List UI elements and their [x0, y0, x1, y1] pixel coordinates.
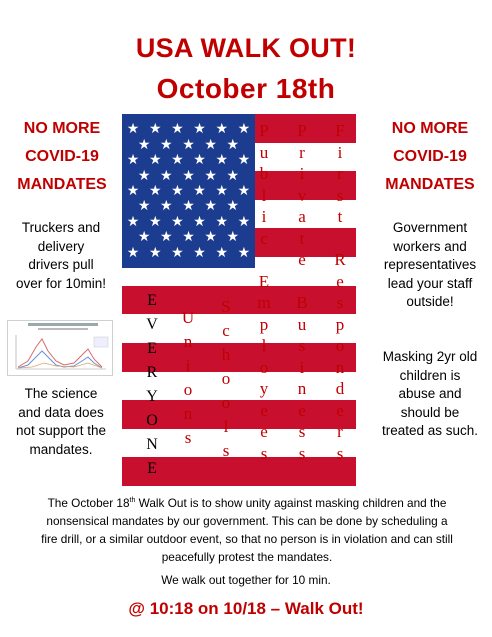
flag-column-letter: b	[259, 164, 269, 183]
truckers-line: drivers pull	[28, 257, 94, 272]
flag-star-icon: ★	[204, 167, 217, 184]
flag-column-schools	[216, 295, 236, 463]
truckers-line: Truckers and	[21, 220, 101, 235]
science-line: mandates.	[29, 441, 93, 457]
flag-star-icon: ★	[193, 121, 206, 138]
para-prefix: The October 18	[47, 495, 130, 510]
flag-column-letter: y	[259, 379, 269, 398]
flag-column-letter	[330, 228, 350, 250]
flag-column-letter: s	[298, 443, 306, 463]
flag-column-letter: h	[221, 345, 231, 364]
flag-column-letter: P	[297, 121, 307, 140]
right-headline-line: NO MORE	[391, 120, 469, 137]
flag-column-letter: s	[222, 441, 230, 460]
flag-column-letter: E	[258, 271, 270, 291]
flag-column-letter: e	[336, 400, 344, 420]
flag-star-icon: ★	[126, 183, 140, 199]
flag-column-letter: t	[337, 207, 343, 226]
science-line: The science	[24, 386, 98, 401]
flag-star-icon: ★	[215, 213, 229, 230]
flag-star-icon: ★	[193, 183, 206, 199]
right-headline	[370, 115, 490, 199]
final-callout: @ 10:18 on 10/18 – Walk Out!	[128, 599, 364, 618]
flag-star-icon: ★	[148, 213, 162, 230]
flag-star-icon: ★	[171, 244, 184, 261]
flag-column-letter: s	[298, 336, 306, 355]
flag-column-letter: N	[146, 436, 158, 453]
flag-column-letter: e	[298, 250, 306, 269]
flag-column-letter: R	[146, 364, 158, 381]
flag-star-icon: ★	[160, 198, 173, 215]
flag-star-icon: ★	[148, 244, 162, 261]
flag-star-icon: ★	[171, 152, 184, 169]
flag-star-icon: ★	[182, 229, 195, 246]
flag-column-first-responders	[330, 120, 350, 464]
flag-column-letter: e	[260, 400, 268, 420]
flag-star-icon: ★	[160, 136, 173, 153]
flag-star-icon: ★	[237, 152, 251, 169]
flag-star-icon: ★	[193, 213, 206, 230]
left-headline-line: NO MORE	[23, 120, 101, 137]
truckers-line: delivery	[37, 238, 85, 254]
flag-star-icon: ★	[237, 183, 251, 199]
flag-star-icon: ★	[182, 198, 195, 215]
flag-column-letter: U	[181, 308, 195, 327]
flag-column-letter: m	[257, 293, 271, 312]
flag-column-letter: u	[259, 142, 269, 162]
right-headline-line: MANDATES	[385, 176, 475, 193]
flag-column-letter: s	[336, 443, 344, 463]
flag-star-icon: ★	[126, 152, 140, 169]
flag-column-letter: l	[223, 417, 229, 436]
government-line: lead your staff	[387, 275, 473, 291]
para-superscript: th	[129, 497, 136, 504]
flag-star-icon: ★	[204, 229, 217, 246]
flag-column-private-business	[292, 120, 312, 464]
title: USA WALK OUT!	[135, 33, 357, 63]
walkout-description	[40, 492, 454, 566]
flag-star-icon: ★	[137, 167, 151, 184]
walk-together-text: We walk out together for 10 min.	[161, 573, 331, 587]
chart-thumbnail-graphic	[8, 321, 114, 377]
left-headline	[2, 115, 122, 199]
government-text	[368, 219, 492, 312]
flag-column-letter: s	[336, 185, 344, 205]
flag-column-letter: i	[337, 142, 343, 162]
flag-column-letter: s	[260, 443, 268, 463]
masking-line: children is	[399, 367, 461, 383]
flag-column-letter: e	[336, 271, 344, 291]
flag-column-letter: R	[334, 250, 346, 269]
flag-star-icon: ★	[171, 121, 184, 138]
masking-line: abuse and	[398, 386, 462, 401]
government-line: workers and	[393, 238, 467, 254]
flag-column-letter: o	[259, 357, 269, 377]
date-heading: October 18th	[156, 73, 336, 104]
flag-star-icon: ★	[193, 244, 206, 261]
flag-star-icon: ★	[204, 198, 217, 215]
flag-column-letter	[254, 249, 274, 271]
flag-column-letter: p	[259, 314, 269, 334]
flag-column-letter: n	[183, 404, 193, 423]
flag-column-letter: E	[147, 292, 157, 309]
flag-column-letter: c	[260, 228, 268, 248]
science-line: and data does	[18, 404, 104, 420]
flag-column-letter: n	[335, 357, 345, 377]
truckers-line: over for 10min!	[15, 275, 107, 291]
flag-column-letter: B	[296, 293, 308, 312]
left-headline-line: MANDATES	[17, 176, 107, 193]
flag-column-letter: e	[260, 422, 268, 441]
flag-column-letter: l	[261, 336, 267, 355]
flag-star-icon: ★	[226, 136, 240, 153]
flag-column-letter: O	[146, 412, 158, 429]
flag-column-letter: S	[221, 297, 231, 316]
flag-star-icon: ★	[160, 167, 173, 184]
flag-column-letter: l	[261, 185, 267, 205]
flag-star-icon: ★	[193, 152, 206, 169]
flag-canton	[122, 114, 255, 268]
masking-line: treated as such.	[381, 423, 479, 438]
masking-line: Masking 2yr old	[382, 349, 478, 364]
para-rest: Walk Out is to show unity against masking children and the nonsensical mandates by our government. This can be done by scheduling a fire drill, or a similar outdoor event, so that no person is in violation and can still peacefully protest the mandates.	[41, 495, 453, 564]
right-headline-line: COVID-19	[393, 148, 467, 165]
flag-column-unions	[178, 306, 198, 450]
flag-star-icon: ★	[160, 229, 173, 246]
flag-column-letter: t	[299, 228, 305, 248]
flag-column-letter: V	[146, 316, 158, 333]
flag-star-icon: ★	[226, 167, 240, 184]
flag-star-icon: ★	[215, 183, 229, 199]
truckers-text	[0, 219, 122, 293]
flag-column-letter: u	[297, 314, 307, 334]
flag-column-letter: F	[335, 121, 345, 140]
flag-column-letter: o	[335, 336, 345, 355]
flag-column-letter: i	[261, 207, 267, 226]
flag-column-letter: E	[147, 340, 157, 357]
flag-column-letter: P	[259, 121, 269, 140]
flag-column-letter: r	[337, 164, 343, 183]
flag-star-icon: ★	[237, 213, 251, 230]
government-line: outside!	[406, 294, 454, 309]
flag-star-icon: ★	[237, 244, 251, 261]
flag-column-letter: n	[297, 379, 307, 398]
flag-column-letter: i	[185, 356, 191, 375]
flag-star-icon: ★	[148, 152, 162, 169]
flag-column-letter: v	[297, 185, 307, 205]
flag-star-icon: ★	[171, 213, 184, 230]
flag-column-letter: s	[336, 293, 344, 312]
science-line: not support the	[15, 423, 107, 438]
flag-column-public-employees	[254, 120, 274, 464]
flag-star-icon: ★	[215, 152, 229, 169]
flag-star-icon: ★	[126, 244, 140, 261]
flag-star-icon: ★	[148, 121, 162, 138]
flag-column-letter: r	[337, 422, 343, 441]
flag-column-letter: a	[298, 207, 306, 226]
masking-line: should be	[400, 404, 460, 420]
flag-column-letter: d	[335, 379, 345, 398]
flag-star-icon: ★	[171, 183, 184, 199]
flag-star-icon: ★	[182, 167, 195, 184]
flag-column-letter: o	[183, 380, 193, 399]
flag-column-letter: s	[184, 428, 192, 447]
flag-column-letter: Y	[146, 388, 158, 405]
flag-star-icon: ★	[137, 198, 151, 215]
flag-column-letter: i	[299, 164, 305, 183]
government-line: representatives	[383, 257, 477, 272]
flag-column-letter: s	[298, 422, 306, 441]
american-flag-image	[122, 114, 356, 486]
science-text	[2, 385, 120, 459]
flag-star-icon: ★	[148, 183, 162, 199]
flag-star-icon: ★	[126, 213, 140, 230]
flag-star-icon: ★	[226, 198, 240, 215]
flag-star-icon: ★	[126, 121, 140, 138]
flag-column-letter	[292, 271, 312, 293]
flag-star-icon: ★	[137, 136, 151, 153]
flag-column-letter: n	[183, 332, 193, 351]
flag-column-letter: o	[221, 369, 231, 388]
flag-star-icon: ★	[137, 229, 151, 246]
flag-star-icon: ★	[215, 121, 229, 138]
flag-star-icon: ★	[237, 121, 251, 138]
flag-star-icon: ★	[226, 229, 240, 246]
flag-column-letter: c	[222, 321, 230, 340]
flag-column-letter: e	[298, 400, 306, 420]
left-headline-line: COVID-19	[25, 148, 99, 165]
flag-column-everyone	[142, 289, 162, 481]
flag-column-letter: o	[221, 393, 231, 412]
flag-star-icon: ★	[204, 136, 217, 153]
masking-text	[368, 348, 492, 441]
flag-column-letter: i	[299, 357, 305, 377]
flag-column-letter: p	[335, 314, 345, 334]
flag-star-icon: ★	[182, 136, 195, 153]
government-line: Government	[392, 220, 468, 235]
flag-star-icon: ★	[215, 244, 229, 261]
flag-column-letter: r	[299, 142, 305, 162]
chart-thumbnail-image	[7, 320, 113, 376]
flag-column-letter: E	[147, 460, 157, 477]
